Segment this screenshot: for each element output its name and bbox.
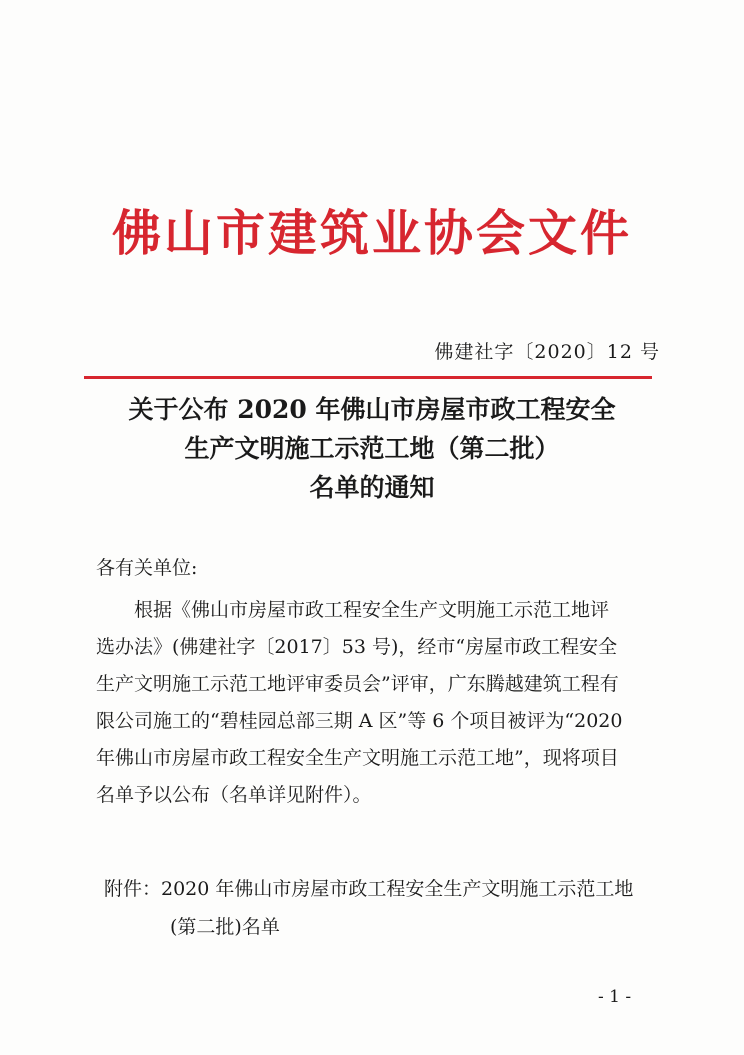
body-paragraph xyxy=(96,592,652,814)
notice-title xyxy=(0,390,744,507)
page-number: - 1 - xyxy=(598,987,632,1007)
attachment-line: (第二批)名单 xyxy=(170,916,280,938)
body-line: 生产文明施工示范工地评审委员会”评审，广东腾越建筑工程有 xyxy=(96,673,619,695)
notice-title-line-1: 关于公布 2020 年佛山市房屋市政工程安全 xyxy=(128,395,616,424)
red-divider-line xyxy=(84,376,652,379)
body-line: 限公司施工的“碧桂园总部三期 A 区”等 6 个项目被评为“2020 xyxy=(96,710,623,732)
body-line: 年佛山市房屋市政工程安全生产文明施工示范工地”，现将项目 xyxy=(96,747,619,769)
notice-title-line-2: 生产文明施工示范工地（第二批） xyxy=(184,434,560,463)
body-line: 选办法》(佛建社字〔2017〕53 号)，经市“房屋市政工程安全 xyxy=(96,636,618,658)
body-line: 名单予以公布（名单详见附件）。 xyxy=(96,784,372,806)
document-number: 佛建社字〔2020〕12 号 xyxy=(434,341,660,363)
masthead-title: 佛山市建筑业协会文件 xyxy=(111,204,632,262)
notice-title-line-3: 名单的通知 xyxy=(309,473,435,502)
attachment-note xyxy=(104,870,633,946)
salutation: 各有关单位: xyxy=(96,557,198,579)
attachment-line: 附件：2020 年佛山市房屋市政工程安全生产文明施工示范工地 xyxy=(104,878,634,900)
body-line: 根据《佛山市房屋市政工程安全生产文明施工示范工地评 xyxy=(134,599,610,621)
